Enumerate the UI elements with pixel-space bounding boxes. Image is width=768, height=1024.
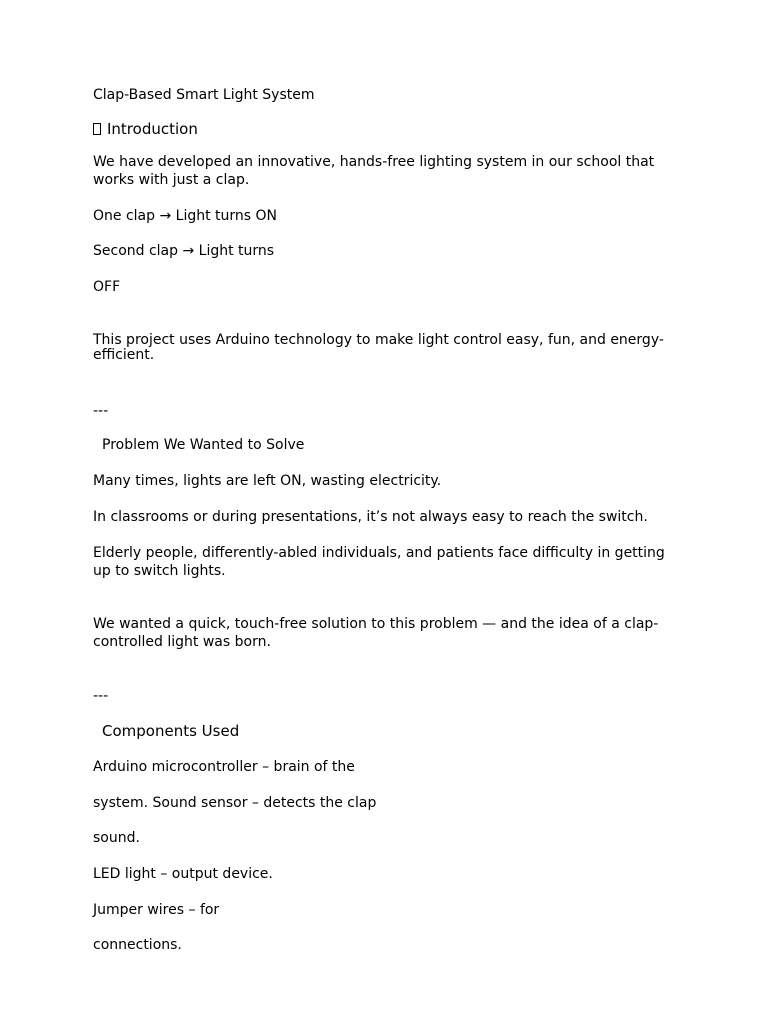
- components-line-6: connections.: [93, 937, 182, 953]
- intro-line-one-clap: One clap → Light turns ON: [93, 208, 278, 224]
- problem-point-4: We wanted a quick, touch-free solution to this problem — and the idea of a clap-controlled light was born.: [93, 616, 659, 650]
- intro-line-off: OFF: [93, 279, 121, 295]
- intro-paragraph: We have developed an innovative, hands-free lighting system in our school that works with just a clap.: [93, 154, 655, 188]
- components-line-2: system. Sound sensor – detects the clap: [93, 795, 377, 811]
- separator-2: ---: [93, 688, 109, 704]
- problem-point-3: Elderly people, differently-abled individuals, and patients face difficulty in getting up to switch lights.: [93, 545, 665, 579]
- intro-line-second-clap: Second clap → Light turns: [93, 243, 275, 259]
- problem-point-1: Many times, lights are left ON, wasting electricity.: [93, 473, 442, 489]
- components-line-4: LED light – output device.: [93, 866, 273, 882]
- intro-paragraph-arduino: This project uses Arduino technology to make light control easy, fun, and energy-efficient.: [93, 332, 664, 363]
- intro-heading: [93, 120, 693, 138]
- intro-heading-text: Introduction: [107, 120, 198, 138]
- components-line-3: sound.: [93, 830, 140, 846]
- components-line-5: Jumper wires – for: [93, 902, 220, 918]
- components-heading: Components Used: [102, 722, 240, 740]
- document-title: Clap-Based Smart Light System: [93, 87, 315, 103]
- problem-point-2: In classrooms or during presentations, it’s not always easy to reach the switch.: [93, 509, 648, 525]
- problem-heading: Problem We Wanted to Solve: [102, 437, 305, 453]
- components-line-1: Arduino microcontroller – brain of the: [93, 759, 355, 775]
- missing-glyph-icon: [93, 123, 101, 135]
- separator-1: ---: [93, 403, 109, 419]
